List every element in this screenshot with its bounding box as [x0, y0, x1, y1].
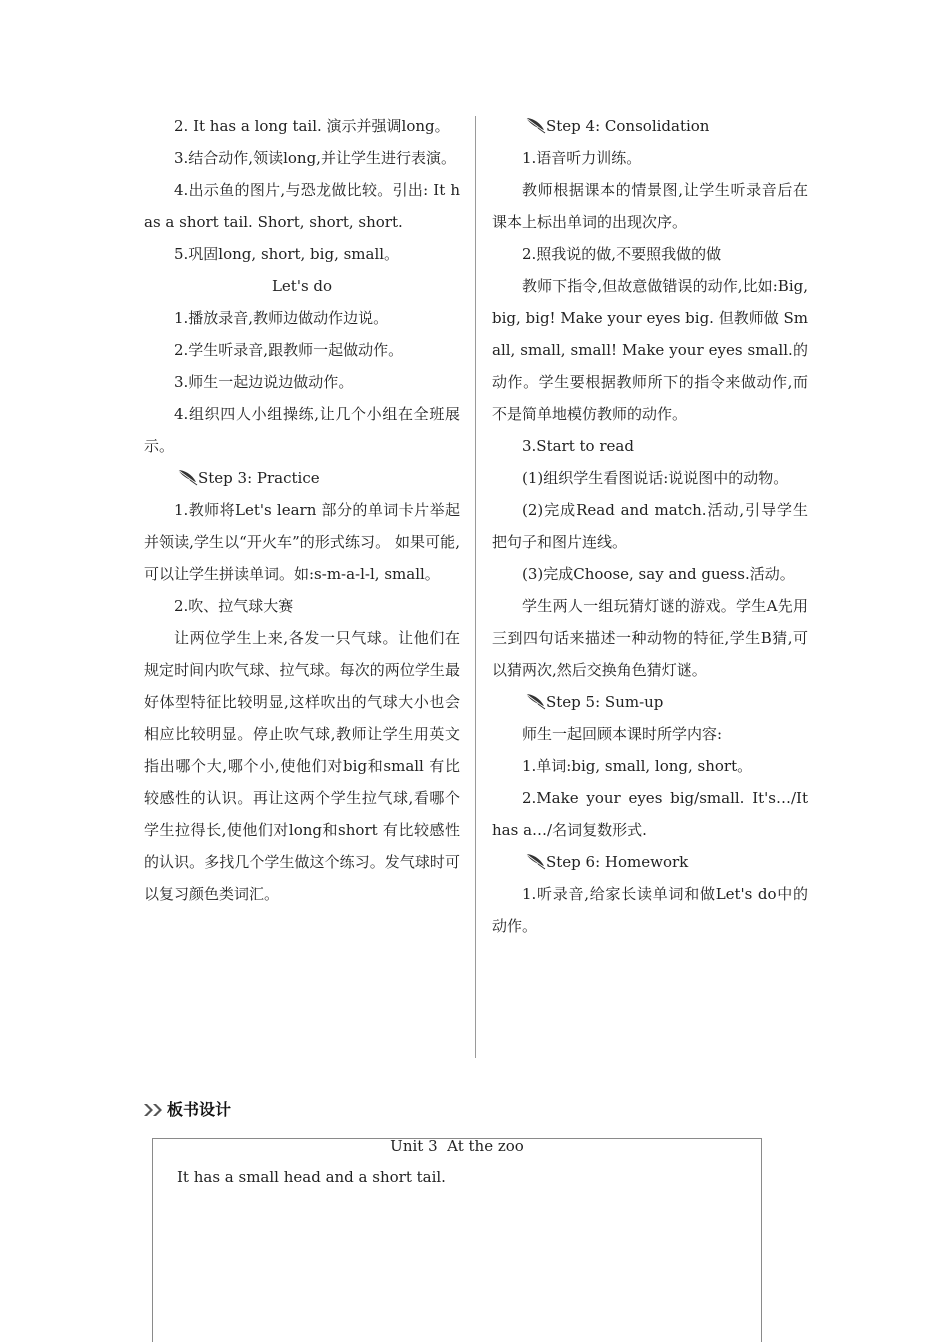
paragraph: 学生两人一组玩猜灯谜的游戏。学生A先用三到四句话来描述一种动物的特征,学生B猜,可以猜两次,然后交换角色猜灯谜。: [492, 597, 808, 679]
paragraph: 1.单词:big, small, long, short。: [522, 757, 753, 775]
quill-icon: [176, 468, 198, 486]
paragraph: 3.Start to read: [522, 437, 634, 455]
paragraph: 2.吹、拉气球大赛: [174, 597, 294, 615]
paragraph: (2)完成Read and match.活动,引导学生把句子和图片连线。: [492, 501, 808, 551]
double-chevron-icon: [143, 1103, 165, 1117]
step-heading: Step 4: Consolidation: [492, 110, 808, 142]
paragraph: 2.学生听录音,跟教师一起做动作。: [174, 341, 404, 359]
paragraph: 教师下指令,但故意做错误的动作,比如:Big, big, big! Make your eyes big. 但教师做 Small, small, small! Make your eyes small.的动作。学生要根据教师所下的指令来做动作,而不是简单地模仿教师的动作。: [492, 277, 808, 423]
column-divider: [475, 116, 476, 1058]
paragraph: (3)完成Choose, say and guess.活动。: [522, 565, 795, 583]
paragraph: 3.结合动作,领读long,并让学生进行表演。: [174, 149, 456, 167]
left-column: [144, 110, 460, 910]
paragraph: 1.教师将Let's learn 部分的单词卡片举起并领读,学生以“开火车”的形式练习。 如果可能,可以让学生拼读单词。如:s-m-a-l-l, small。: [144, 501, 460, 583]
paragraph: 3.师生一起边说边做动作。: [174, 373, 354, 391]
step-heading: Step 3: Practice: [144, 462, 460, 494]
paragraph: 1.播放录音,教师边做动作边说。: [174, 309, 389, 327]
board-heading: Unit 3 At the zoo: [390, 1137, 524, 1155]
paragraph: 2.照我说的做,不要照我做的做: [522, 245, 722, 263]
subheading: Let's do: [271, 277, 333, 295]
step-heading: Step 5: Sum-up: [492, 686, 808, 718]
paragraph: 2.Make your eyes big/small. It's…/It has a…/名词复数形式.: [492, 789, 808, 839]
paragraph: 1.语音听力训练。: [522, 149, 642, 167]
quill-icon: [524, 116, 546, 134]
paragraph: 2. It has a long tail. 演示并强调long。: [174, 117, 450, 135]
quill-icon: [524, 852, 546, 870]
paragraph: 5.巩固long, short, big, small。: [174, 245, 400, 263]
board-section-title: [143, 1096, 231, 1124]
paragraph: 师生一起回顾本课时所学内容:: [522, 725, 723, 743]
paragraph: 让两位学生上来,各发一只气球。让他们在规定时间内吹气球、拉气球。每次的两位学生最好体型特征比较明显,这样吹出的气球大小也会相应比较明显。停止吹气球,教师让学生用英文指出哪个大,哪个小,使他们对big和small 有比较感性的认识。再让这两个学生拉气球,看哪个学生拉得长,使他们对long和short 有比较感性的认识。多找几个学生做这个练习。发气球时可以复习颜色类词汇。: [144, 629, 460, 903]
step-heading: Step 6: Homework: [492, 846, 808, 878]
blackboard-design-box: [152, 1138, 762, 1342]
board-section-label: 板书设计: [167, 1100, 232, 1119]
paragraph: (1)组织学生看图说话:说说图中的动物。: [522, 469, 789, 487]
paragraph: 教师根据课本的情景图,让学生听录音后在课本上标出单词的出现次序。: [492, 181, 808, 231]
paragraph: 1.听录音,给家长读单词和做Let's do中的动作。: [492, 885, 808, 935]
paragraph: 4.出示鱼的图片,与恐龙做比较。引出: It has a short tail. Short, short, short.: [144, 181, 460, 231]
right-column: [492, 110, 808, 942]
board-line: It has a small head and a short tail.: [177, 1168, 446, 1186]
quill-icon: [524, 692, 546, 710]
paragraph: 4.组织四人小组操练,让几个小组在全班展示。: [144, 405, 460, 455]
